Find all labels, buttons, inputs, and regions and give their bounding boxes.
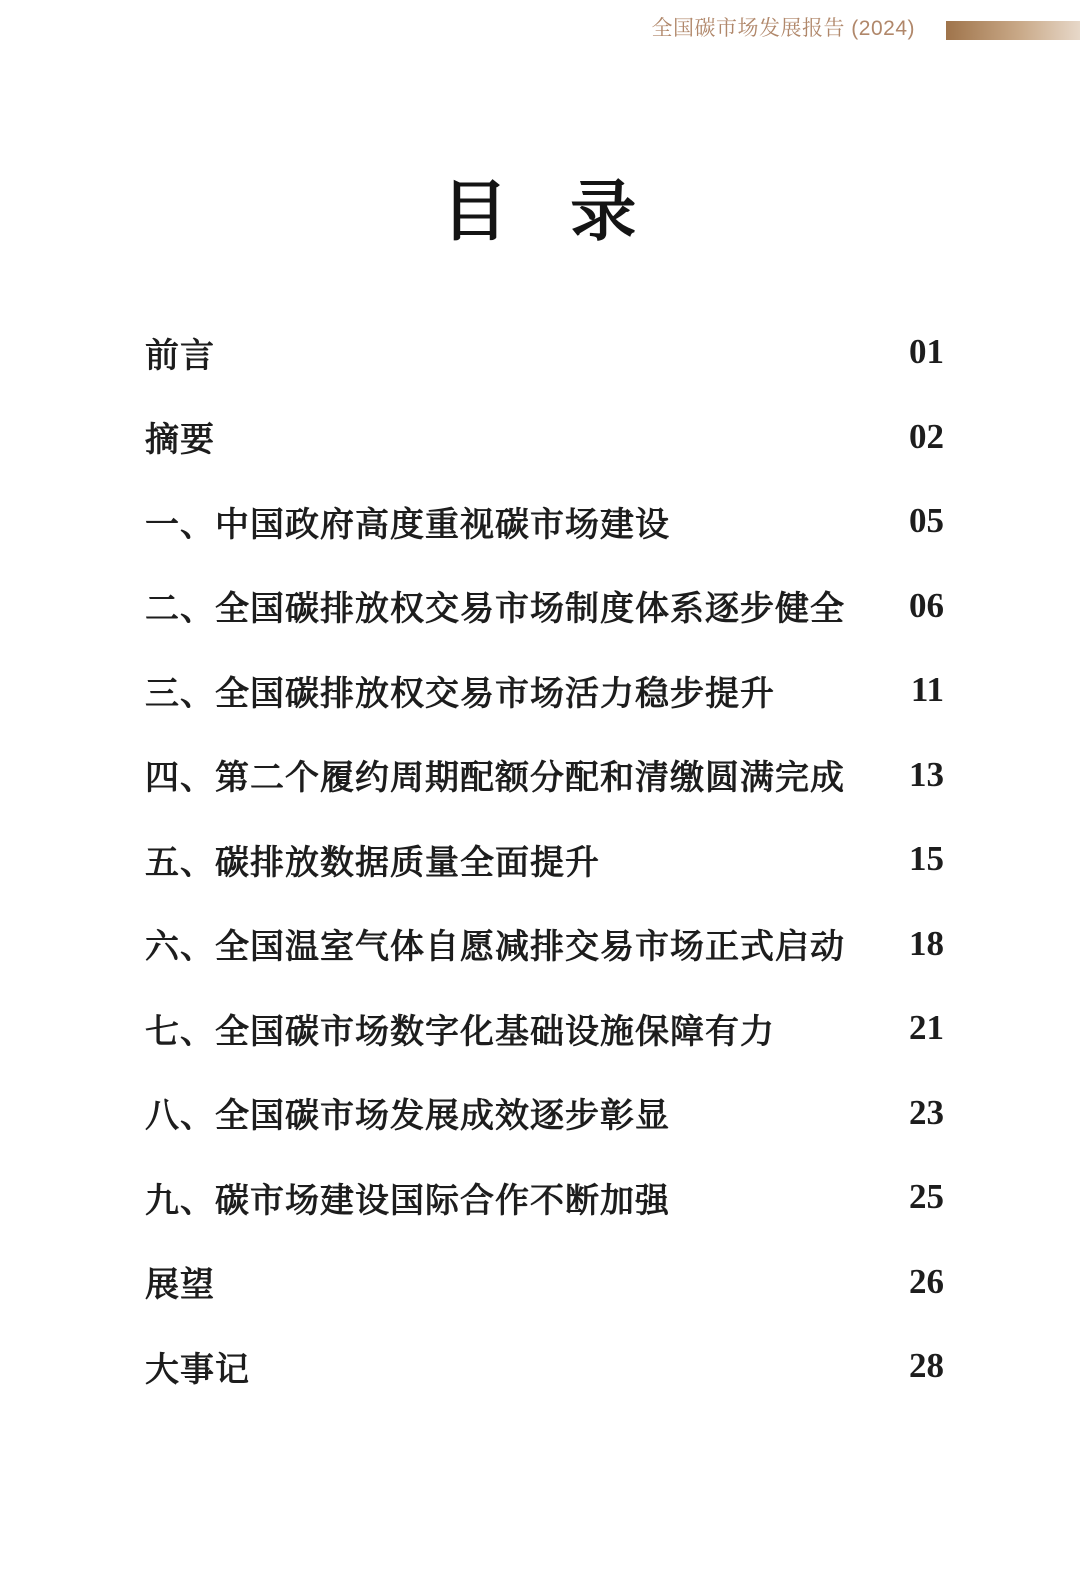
toc-entry[interactable] bbox=[145, 1324, 944, 1409]
toc-entry-label: 七、全国碳市场数字化基础设施保障有力 bbox=[145, 1013, 775, 1051]
toc-entry[interactable] bbox=[145, 1240, 944, 1325]
toc-entry-label: 大事记 bbox=[145, 1351, 250, 1389]
toc-entry-page: 02 bbox=[909, 416, 944, 456]
toc-entry[interactable] bbox=[145, 986, 944, 1071]
toc-entry-page: 11 bbox=[910, 670, 944, 710]
toc-entry-label: 八、全国碳市场发展成效逐步彰显 bbox=[145, 1098, 670, 1136]
toc-entry-page: 05 bbox=[909, 501, 944, 541]
toc-entry-page: 26 bbox=[909, 1261, 944, 1301]
toc-entry-page: 21 bbox=[909, 1008, 944, 1048]
toc-entry[interactable] bbox=[145, 1155, 944, 1240]
toc-entry-label: 前言 bbox=[145, 337, 215, 375]
toc-entry[interactable] bbox=[145, 648, 944, 733]
toc-entry-label: 五、碳排放数据质量全面提升 bbox=[145, 844, 600, 882]
toc-entry-label: 二、全国碳排放权交易市场制度体系逐步健全 bbox=[145, 591, 845, 629]
toc-entry-page: 18 bbox=[909, 923, 944, 963]
toc-entry-label: 四、第二个履约周期配额分配和清缴圆满完成 bbox=[145, 760, 845, 798]
report-title: 全国碳市场发展报告 (2024) bbox=[651, 17, 915, 40]
toc-entry-page: 13 bbox=[909, 754, 944, 794]
toc-entry-page: 23 bbox=[909, 1092, 944, 1132]
toc-entry-page: 06 bbox=[909, 585, 944, 625]
toc-entry-label: 六、全国温室气体自愿减排交易市场正式启动 bbox=[145, 929, 845, 967]
toc-entry-label: 摘要 bbox=[145, 422, 215, 460]
toc-entry-page: 15 bbox=[909, 839, 944, 879]
toc-entry[interactable] bbox=[145, 902, 944, 987]
toc-entry-page: 01 bbox=[909, 332, 944, 372]
table-of-contents bbox=[145, 310, 944, 1409]
toc-entry-page: 28 bbox=[909, 1346, 944, 1386]
toc-entry[interactable] bbox=[145, 733, 944, 818]
toc-entry[interactable] bbox=[145, 564, 944, 649]
toc-entry-label: 九、碳市场建设国际合作不断加强 bbox=[145, 1182, 670, 1220]
toc-entry[interactable] bbox=[145, 479, 944, 564]
toc-entry-label: 展望 bbox=[145, 1267, 215, 1305]
page-title: 目 录 bbox=[441, 176, 639, 249]
toc-entry[interactable] bbox=[145, 1071, 944, 1156]
toc-entry[interactable] bbox=[145, 817, 944, 902]
page-header bbox=[0, 0, 1080, 60]
header-gradient-bar bbox=[946, 21, 1080, 40]
toc-entry[interactable] bbox=[145, 395, 944, 480]
toc-entry-label: 一、中国政府高度重视碳市场建设 bbox=[145, 506, 670, 544]
toc-entry-label: 三、全国碳排放权交易市场活力稳步提升 bbox=[145, 675, 775, 713]
toc-entry[interactable] bbox=[145, 310, 944, 395]
toc-entry-page: 25 bbox=[909, 1177, 944, 1217]
